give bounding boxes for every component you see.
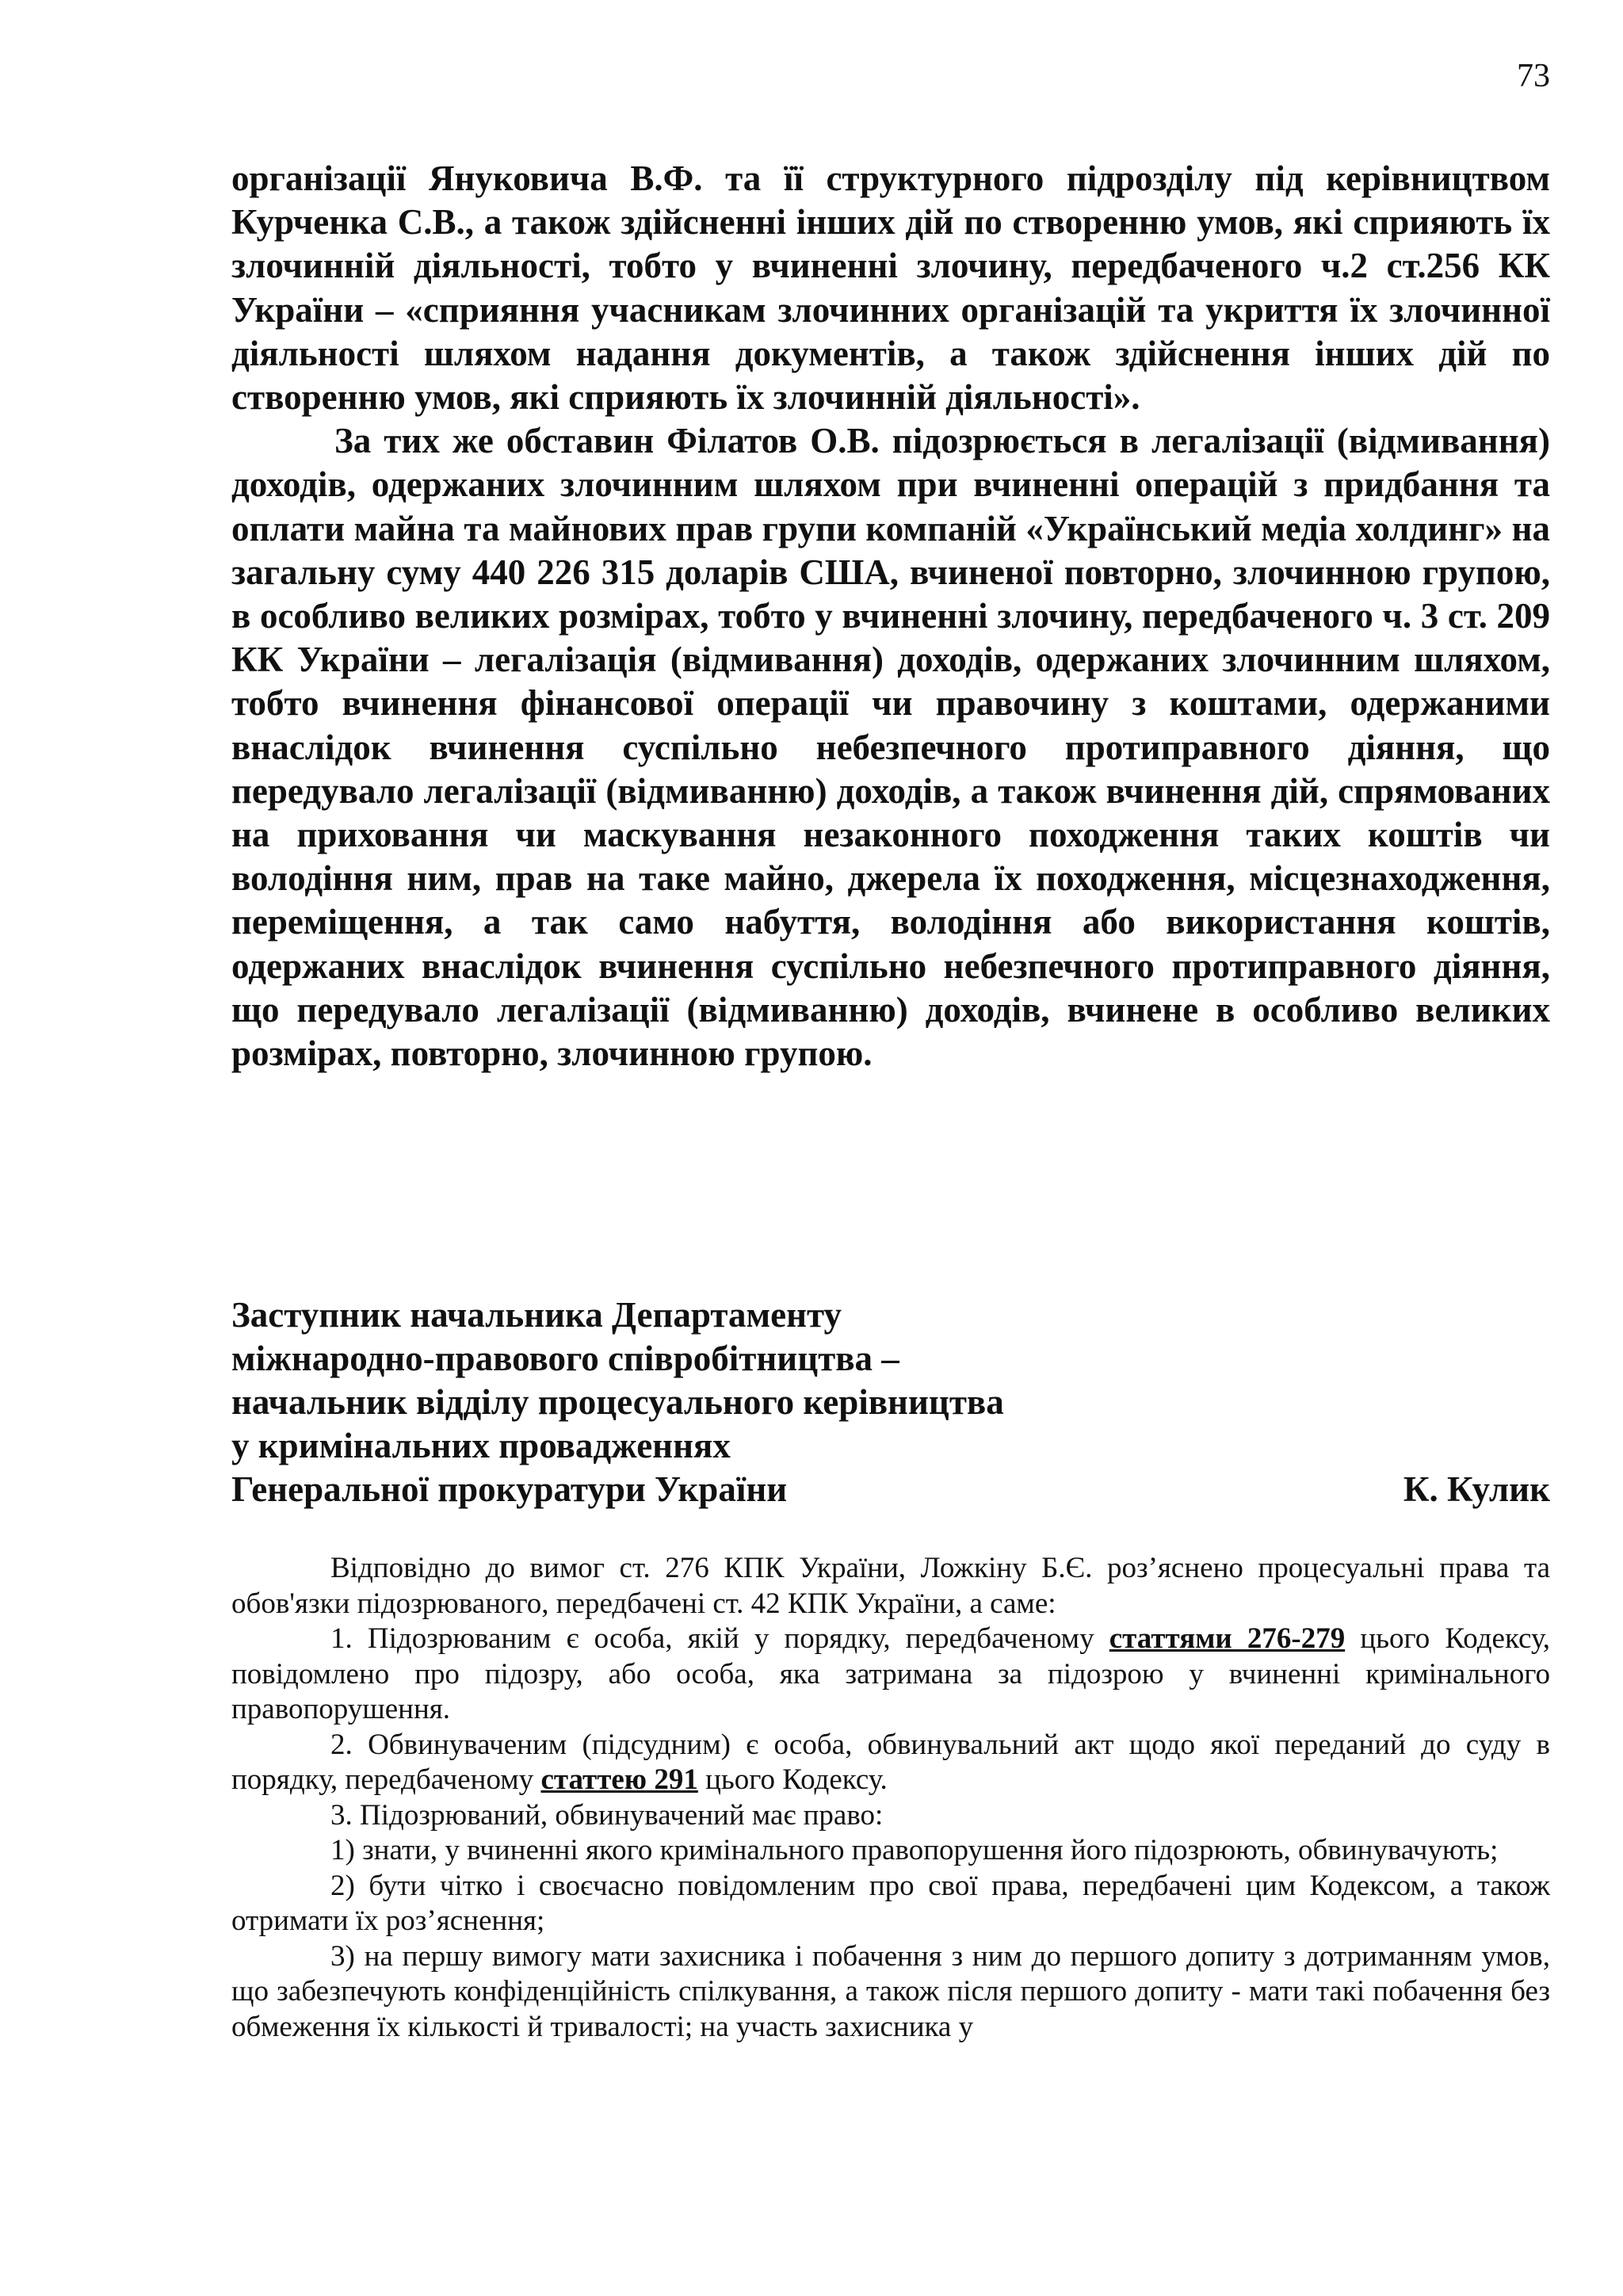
page-number: 73 (1517, 58, 1550, 94)
articles-276-279-link[interactable]: статтями 276-279 (1109, 1622, 1346, 1655)
signature-final-row (231, 1468, 1550, 1511)
rights-item-3: 3. Підозрюваний, обвинувачений має право: (330, 1798, 884, 1832)
rights-subitem-2: 2) бути чітко і своєчасно повідомленим про свої права, передбачені цим Кодексом, а також отримати їх роз’яснення; (231, 1869, 1550, 1937)
rights-intro: Відповідно до вимог ст. 276 КПК України, Ложкіну Б.Є. роз’яснено процесуальні права та обов'язки підозрюваного, передбачені ст. 42 КПК України, а саме: (231, 1552, 1550, 1620)
charge-text-block (231, 157, 1550, 1075)
rights-item-2 (231, 1728, 1550, 1798)
rights-subitem-1: 1) знати, у вчиненні якого кримінального правопорушення його підозрюють, обвинувачують; (330, 1834, 1499, 1866)
rights-explanation-block (231, 1551, 1550, 2045)
signature-block (231, 1293, 1550, 1511)
rights-item-1-text-a: 1. Підозрюваним є особа, якій у порядку, передбаченому (330, 1622, 1109, 1655)
signature-title-line-4: у кримінальних провадженнях (231, 1426, 731, 1465)
signatory-name: К. Кулик (1403, 1469, 1550, 1509)
rights-subitem-3: 3) на першу вимогу мати захисника і побачення з ним до першого допиту з дотриманням умов, що забезпечують конфіденційність спілкування, а також після першого допиту - мати такі побачення без обмеження їх кількості й тривалості; на участь захисника у (231, 1939, 1550, 2043)
signature-title-line-3: начальник відділу процесуального керівництва (231, 1382, 1004, 1422)
rights-item-1-text-b: цього Кодексу, повідомлено про підозру, або особа, яка затримана за підозрою у вчиненні кримінального правопорушення. (231, 1622, 1550, 1725)
rights-item-1 (231, 1622, 1550, 1728)
charge-paragraph-2: За тих же обставин Філатов О.В. підозрюється в легалізації (відмивання) доходів, одержаних злочинним шляхом при вчиненні операцій з придбання та оплати майна та майнових прав групи компаній «Український медіа холдинг» на загальну суму 440 226 315 доларів США, вчиненої повторно, злочинною групою, в особливо великих розмірах, тобто у вчиненні злочину, передбаченого ч. 3 ст. 209 КК України – легалізація (відмивання) доходів, одержаних злочинним шляхом, тобто вчинення фінансової операції чи правочину з коштами, одержаними внаслідок вчинення суспільно небезпечного протиправного діяння, що передувало легалізації (відмиванню) доходів, а також вчинення дій, спрямованих на приховання чи маскування незаконного походження таких коштів чи володіння ним, прав на таке майно, джерела їх походження, місцезнаходження, переміщення, а так само набуття, володіння або використання коштів, одержаних внаслідок вчинення суспільно небезпечного протиправного діяння, що передувало легалізації (відмиванню) доходів, вчинене в особливо великих розмірах, повторно, злочинною групою. (231, 421, 1550, 1074)
article-291-link[interactable]: статтею 291 (540, 1763, 698, 1796)
signature-title-line-1: Заступник начальника Департаменту (231, 1295, 842, 1335)
charge-paragraph-1: організації Януковича В.Ф. та її структурного підрозділу під керівництвом Курченка С.В., а також здійсненні інших дій по створенню умов, які сприяють їх злочинній діяльності, тобто у вчиненні злочину, передбаченого ч.2 ст.256 КК України – «сприяння учасникам злочинних організацій та укриття їх злочинної діяльності шляхом надання документів, а також здійснення інших дій по створенню умов, які сприяють їх злочинній діяльності». (231, 159, 1550, 418)
rights-item-2-text-b: цього Кодексу. (697, 1763, 888, 1796)
signature-title-line-2: міжнародно-правового співробітництва – (231, 1339, 899, 1378)
rights-item-2-text-a: 2. Обвинуваченим (підсудним) є особа, обвинувальний акт щодо якої переданий до суду в порядку, передбаченому (231, 1728, 1550, 1796)
signature-title-line-5: Генеральної прокуратури України (231, 1469, 788, 1509)
